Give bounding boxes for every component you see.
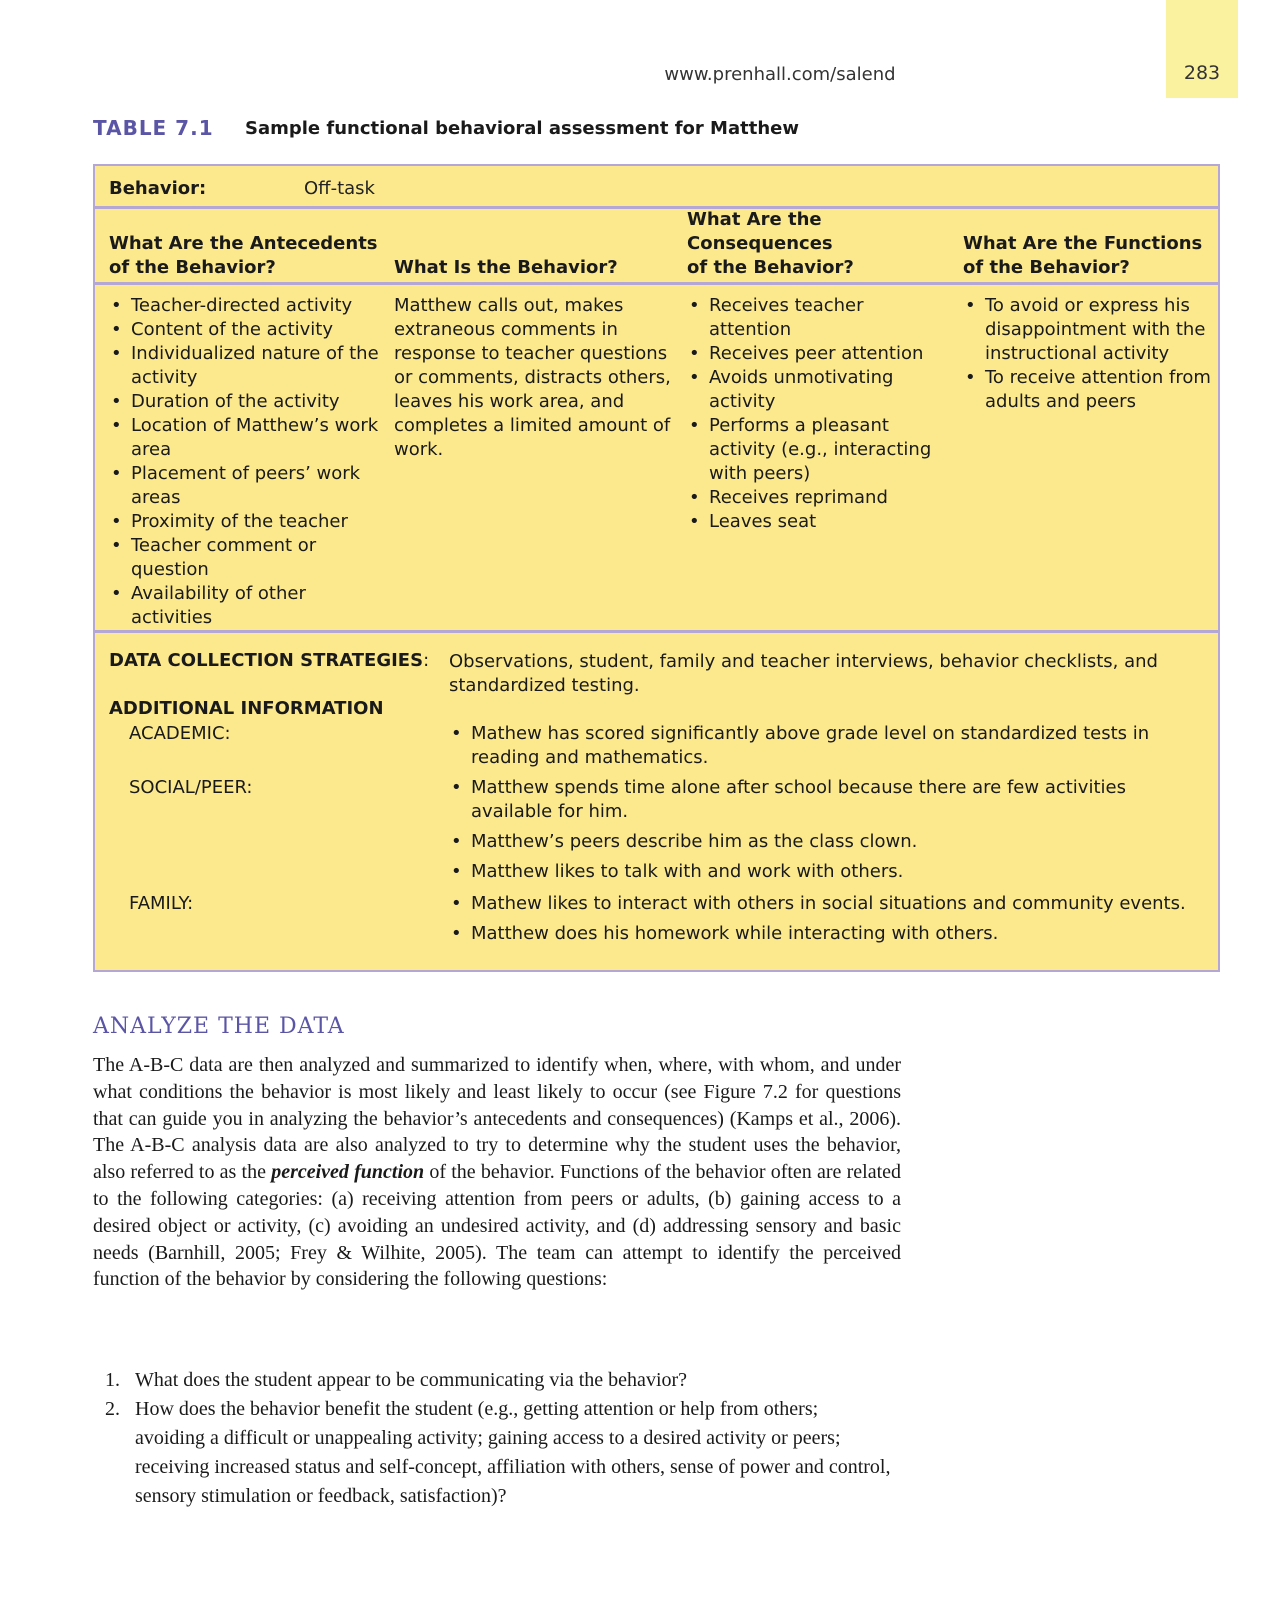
antecedents-header: What Are the Antecedents of the Behavior? — [109, 233, 378, 278]
list-item: • Avoids unmotivating activity — [687, 366, 949, 414]
academic-label: ACADEMIC: — [129, 723, 231, 744]
data-collection-text: Observations, student, family and teacher interviews, behavior checklists, and standardized testing. — [449, 651, 1158, 696]
list-item: • Location of Matthew’s work area — [109, 414, 381, 462]
behavior-header: What Is the Behavior? — [394, 257, 618, 278]
functions-header: What Are the Functions of the Behavior? — [963, 233, 1203, 278]
list-item: • Duration of the activity — [109, 390, 381, 414]
key-term: perceived function — [271, 1161, 425, 1184]
list-item: 2. How does the behavior benefit the student (e.g., getting attention or help from others; avoiding a difficult or unappealing activity; gaining access to a desired activity or peers; receiving increased status and self-concept, affiliation with others, sense of power and control, sensory stimulation or feedback, satisfaction)? — [105, 1398, 891, 1507]
list-item: • Proximity of the teacher — [109, 510, 381, 534]
table-caption: Sample functional behavioral assessment for Matthew — [245, 118, 799, 139]
functions-list — [963, 294, 1213, 414]
divider — [95, 206, 1218, 209]
list-item: • Performs a pleasant activity (e.g., interacting with peers) — [687, 414, 949, 486]
academic-list — [449, 722, 1189, 770]
list-item: • Teacher comment or question — [109, 534, 381, 582]
section-title: ANALYZE THE DATA — [93, 1014, 345, 1039]
consequences-header: What Are the Consequences of the Behavior? — [687, 209, 854, 278]
list-item: • Receives reprimand — [687, 486, 949, 510]
list-item: • Leaves seat — [687, 510, 949, 534]
behavior-label: Behavior: — [109, 178, 207, 199]
antecedents-list — [109, 294, 381, 630]
list-item: • Receives teacher attention — [687, 294, 949, 342]
behavior-description: Matthew calls out, makes extraneous comments in response to teacher questions or comments, distracts others, leaves his work area, and completes a limited amount of work. — [394, 295, 671, 460]
social-label: SOCIAL/PEER: — [129, 777, 253, 798]
divider — [95, 282, 1218, 285]
divider — [95, 630, 1218, 633]
list-item: • Matthew does his homework while interacting with others. — [449, 922, 1189, 946]
question-list — [93, 1366, 893, 1511]
fba-table — [93, 164, 1220, 972]
body-paragraph: The A-B-C data are then analyzed and summarized to identify when, where, with whom, and under what conditions the behavior is most likely and least likely to occur (see Figure 7.2 for questions that can guide you in analyzing the behavior’s antecedents and consequences) (Kamps et al., 2006). The A-B-C analysis data are also analyzed to try to determine why the student uses the behavior, also referred to as the perceived function of the behavior. Functions of the behavior often are related to the following categories: (a) receiving attention from peers or adults, (b) gaining access to a desired object or activity, (c) avoiding an undesired activity, and (d) addressing sensory and basic needs (Barnhill, 2005; Frey & Wilhite, 2005). The team can attempt to identify the perceived function of the behavior by considering the following questions: — [93, 1054, 902, 1291]
list-item: • Receives peer attention — [687, 342, 949, 366]
list-item: • Placement of peers’ work areas — [109, 462, 381, 510]
list-item: • Matthew’s peers describe him as the class clown. — [449, 830, 1189, 854]
list-item: • Mathew likes to interact with others in social situations and community events. — [449, 892, 1189, 916]
list-item: • Availability of other activities — [109, 582, 381, 630]
behavior-value: Off-task — [304, 178, 375, 199]
list-item: • Mathew has scored significantly above grade level on standardized tests in reading and mathematics. — [449, 722, 1189, 770]
family-label: FAMILY: — [129, 893, 194, 914]
consequences-list — [687, 294, 949, 534]
family-list — [449, 892, 1189, 946]
list-item: • Teacher-directed activity — [109, 294, 381, 318]
list-item: • Matthew likes to talk with and work with others. — [449, 860, 1189, 884]
list-item: • To receive attention from adults and peers — [963, 366, 1213, 414]
table-label: TABLE 7.1 — [93, 116, 214, 140]
list-item: 1. What does the student appear to be communicating via the behavior? — [105, 1369, 688, 1391]
page-number: 283 — [1183, 62, 1221, 84]
list-item: • Matthew spends time alone after school because there are few activities available for him. — [449, 776, 1189, 824]
header-url[interactable]: www.prenhall.com/salend — [664, 64, 896, 85]
data-collection-label: DATA COLLECTION STRATEGIES: — [109, 650, 430, 671]
list-item: • Content of the activity — [109, 318, 381, 342]
list-item: • Individualized nature of the activity — [109, 342, 381, 390]
social-list — [449, 776, 1189, 884]
list-item: • To avoid or express his disappointment with the instructional activity — [963, 294, 1213, 366]
additional-info-label: ADDITIONAL INFORMATION — [109, 698, 384, 719]
